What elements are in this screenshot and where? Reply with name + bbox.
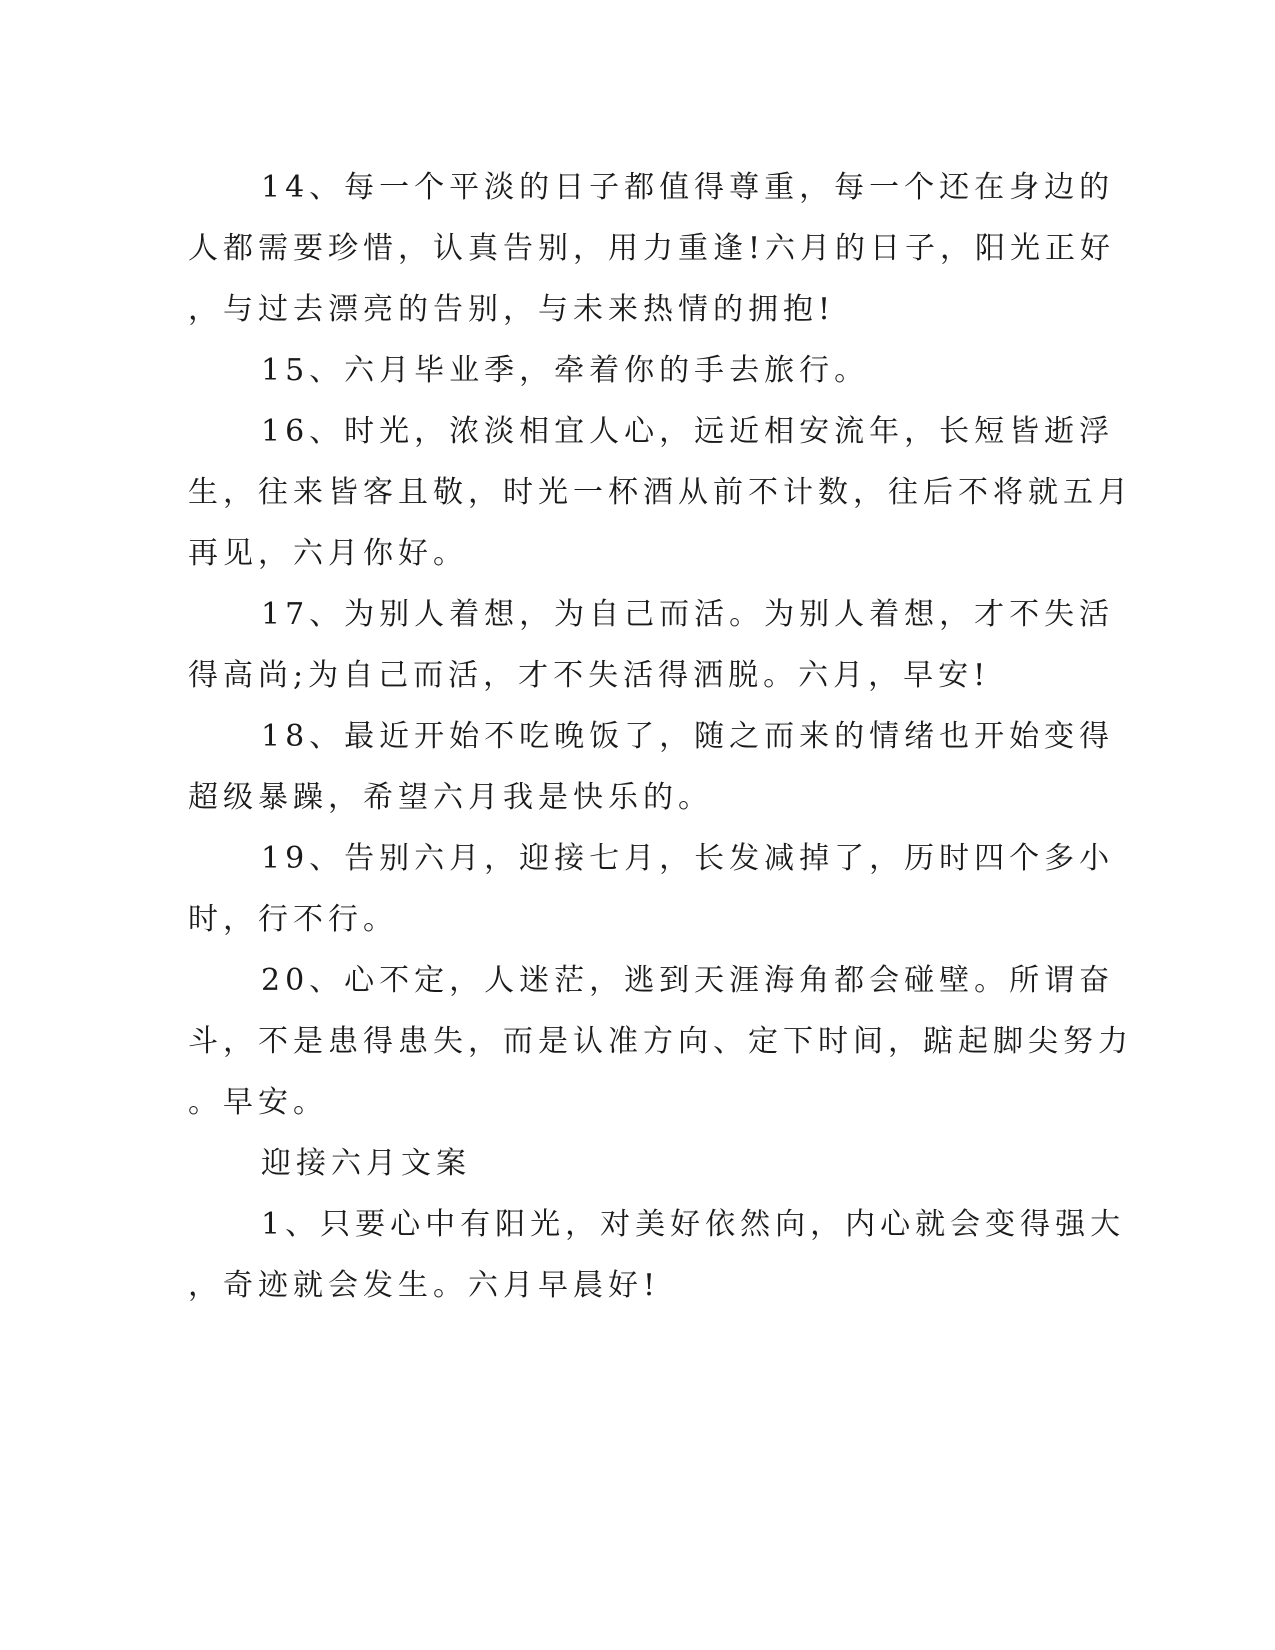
paragraph-line: 18、最近开始不吃晚饭了，随之而来的情绪也开始变得	[261, 719, 1115, 754]
paragraph-line: 17、为别人着想，为自己而活。为别人着想，才不失活	[261, 597, 1115, 632]
paragraph-line: 1、只要心中有阳光，对美好依然向，内心就会变得强大	[261, 1207, 1126, 1242]
section-heading	[188, 1133, 1088, 1194]
paragraph-16	[188, 401, 1133, 584]
paragraph-line: 15、六月毕业季，牵着你的手去旅行。	[261, 353, 870, 388]
paragraph-line: 14、每一个平淡的日子都值得尊重，每一个还在身边的	[261, 170, 1115, 205]
paragraph-17	[188, 584, 1115, 706]
paragraph-1	[188, 1194, 1126, 1316]
paragraph-line: 16、时光，浓淡相宜人心，远近相安流年，长短皆逝浮	[261, 414, 1115, 449]
paragraph-18	[188, 706, 1115, 828]
paragraph-line: ，奇迹就会发生。六月早晨好!	[188, 1268, 661, 1303]
paragraph-line: 超级暴躁，希望六月我是快乐的。	[188, 780, 713, 815]
paragraph-line: ，与过去漂亮的告别，与未来热情的拥抱!	[188, 292, 836, 327]
section-heading-text: 迎接六月文案	[261, 1146, 471, 1181]
paragraph-line: 得高尚;为自己而活，才不失活得洒脱。六月，早安!	[188, 658, 991, 693]
paragraph-line: 20、心不定，人迷茫，逃到天涯海角都会碰壁。所谓奋	[261, 963, 1115, 998]
paragraph-line: 斗，不是患得患失，而是认准方向、定下时间，踮起脚尖努力	[188, 1024, 1133, 1059]
paragraph-line: 生，往来皆客且敬，时光一杯酒从前不计数，往后不将就五月	[188, 475, 1133, 510]
paragraph-20	[188, 950, 1133, 1133]
paragraph-19	[188, 828, 1115, 950]
paragraph-14	[188, 157, 1116, 340]
document-body	[188, 157, 1133, 1316]
paragraph-line: 再见，六月你好。	[188, 536, 468, 571]
paragraph-line: 19、告别六月，迎接七月，长发减掉了，历时四个多小	[261, 841, 1115, 876]
paragraph-15	[188, 340, 1088, 401]
paragraph-line: 时，行不行。	[188, 902, 398, 937]
paragraph-line: 。早安。	[188, 1085, 328, 1120]
paragraph-line: 人都需要珍惜，认真告别，用力重逢!六月的日子，阳光正好	[188, 231, 1116, 266]
